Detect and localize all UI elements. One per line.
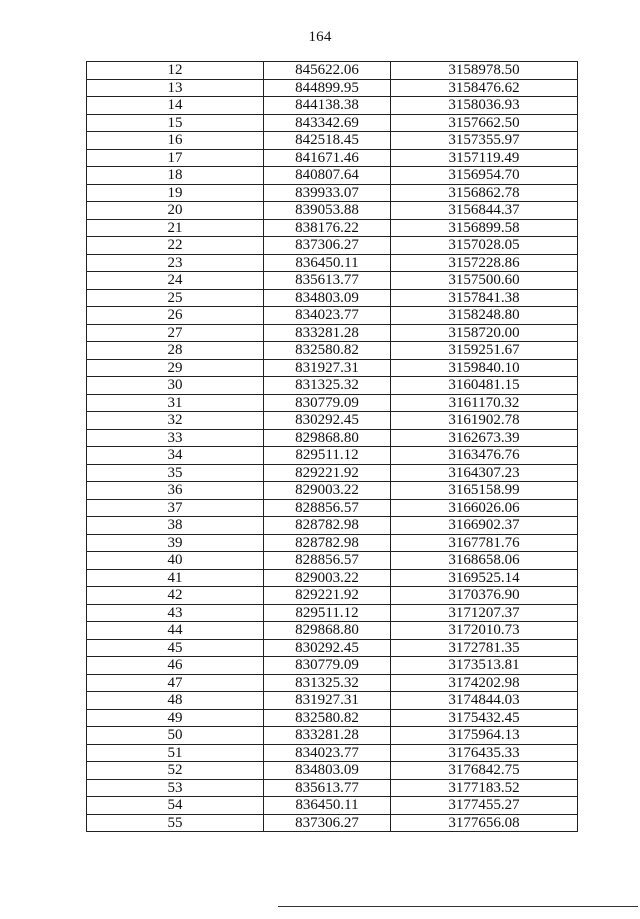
point-number-cell: 33 xyxy=(87,429,264,447)
table-row xyxy=(87,272,578,290)
x-coordinate-cell: 831325.32 xyxy=(264,377,391,395)
y-coordinate-cell: 3158978.50 xyxy=(391,62,578,80)
table-row xyxy=(87,359,578,377)
point-number-cell: 41 xyxy=(87,569,264,587)
x-coordinate-cell: 837306.27 xyxy=(264,237,391,255)
y-coordinate-cell: 3163476.76 xyxy=(391,447,578,465)
table-row xyxy=(87,429,578,447)
x-coordinate-cell: 829003.22 xyxy=(264,569,391,587)
y-coordinate-cell: 3158720.00 xyxy=(391,324,578,342)
table-row xyxy=(87,534,578,552)
x-coordinate-cell: 831927.31 xyxy=(264,359,391,377)
x-coordinate-cell: 830779.09 xyxy=(264,394,391,412)
point-number-cell: 43 xyxy=(87,604,264,622)
point-number-cell: 24 xyxy=(87,272,264,290)
table-row xyxy=(87,692,578,710)
point-number-cell: 49 xyxy=(87,709,264,727)
y-coordinate-cell: 3159840.10 xyxy=(391,359,578,377)
y-coordinate-cell: 3177183.52 xyxy=(391,779,578,797)
point-number-cell: 20 xyxy=(87,202,264,220)
y-coordinate-cell: 3159251.67 xyxy=(391,342,578,360)
table-row xyxy=(87,324,578,342)
x-coordinate-cell: 831325.32 xyxy=(264,674,391,692)
x-coordinate-cell: 839933.07 xyxy=(264,184,391,202)
x-coordinate-cell: 829868.80 xyxy=(264,429,391,447)
x-coordinate-cell: 829868.80 xyxy=(264,622,391,640)
x-coordinate-cell: 836450.11 xyxy=(264,254,391,272)
table-row xyxy=(87,674,578,692)
y-coordinate-cell: 3156844.37 xyxy=(391,202,578,220)
point-number-cell: 51 xyxy=(87,744,264,762)
x-coordinate-cell: 830292.45 xyxy=(264,639,391,657)
table-row xyxy=(87,184,578,202)
page-number: 164 xyxy=(308,29,332,45)
coordinates-table-body xyxy=(87,62,578,832)
y-coordinate-cell: 3170376.90 xyxy=(391,587,578,605)
table-row xyxy=(87,237,578,255)
point-number-cell: 22 xyxy=(87,237,264,255)
table-row xyxy=(87,744,578,762)
y-coordinate-cell: 3166026.06 xyxy=(391,499,578,517)
x-coordinate-cell: 833281.28 xyxy=(264,324,391,342)
x-coordinate-cell: 844138.38 xyxy=(264,97,391,115)
x-coordinate-cell: 828856.57 xyxy=(264,552,391,570)
point-number-cell: 47 xyxy=(87,674,264,692)
table-row xyxy=(87,569,578,587)
table-row xyxy=(87,289,578,307)
x-coordinate-cell: 828782.98 xyxy=(264,517,391,535)
point-number-cell: 32 xyxy=(87,412,264,430)
table-row xyxy=(87,394,578,412)
point-number-cell: 16 xyxy=(87,132,264,150)
table-row xyxy=(87,587,578,605)
point-number-cell: 50 xyxy=(87,727,264,745)
x-coordinate-cell: 834023.77 xyxy=(264,307,391,325)
y-coordinate-cell: 3173513.81 xyxy=(391,657,578,675)
y-coordinate-cell: 3161170.32 xyxy=(391,394,578,412)
coordinates-table xyxy=(86,61,578,832)
y-coordinate-cell: 3168658.06 xyxy=(391,552,578,570)
y-coordinate-cell: 3164307.23 xyxy=(391,464,578,482)
table-row xyxy=(87,517,578,535)
x-coordinate-cell: 832580.82 xyxy=(264,709,391,727)
footer-rule xyxy=(278,906,638,907)
point-number-cell: 28 xyxy=(87,342,264,360)
point-number-cell: 42 xyxy=(87,587,264,605)
x-coordinate-cell: 841671.46 xyxy=(264,149,391,167)
x-coordinate-cell: 838176.22 xyxy=(264,219,391,237)
point-number-cell: 17 xyxy=(87,149,264,167)
point-number-cell: 15 xyxy=(87,114,264,132)
x-coordinate-cell: 829221.92 xyxy=(264,464,391,482)
point-number-cell: 39 xyxy=(87,534,264,552)
y-coordinate-cell: 3157355.97 xyxy=(391,132,578,150)
x-coordinate-cell: 830779.09 xyxy=(264,657,391,675)
table-row xyxy=(87,762,578,780)
x-coordinate-cell: 837306.27 xyxy=(264,814,391,832)
x-coordinate-cell: 829003.22 xyxy=(264,482,391,500)
point-number-cell: 54 xyxy=(87,797,264,815)
y-coordinate-cell: 3175432.45 xyxy=(391,709,578,727)
table-row xyxy=(87,254,578,272)
x-coordinate-cell: 845622.06 xyxy=(264,62,391,80)
table-row xyxy=(87,639,578,657)
table-row xyxy=(87,552,578,570)
y-coordinate-cell: 3166902.37 xyxy=(391,517,578,535)
table-row xyxy=(87,342,578,360)
y-coordinate-cell: 3174202.98 xyxy=(391,674,578,692)
x-coordinate-cell: 834803.09 xyxy=(264,762,391,780)
table-row xyxy=(87,447,578,465)
table-row xyxy=(87,132,578,150)
y-coordinate-cell: 3160481.15 xyxy=(391,377,578,395)
point-number-cell: 23 xyxy=(87,254,264,272)
y-coordinate-cell: 3158248.80 xyxy=(391,307,578,325)
table-row xyxy=(87,412,578,430)
y-coordinate-cell: 3158036.93 xyxy=(391,97,578,115)
y-coordinate-cell: 3157500.60 xyxy=(391,272,578,290)
y-coordinate-cell: 3176842.75 xyxy=(391,762,578,780)
table-row xyxy=(87,499,578,517)
table-row xyxy=(87,202,578,220)
y-coordinate-cell: 3172010.73 xyxy=(391,622,578,640)
x-coordinate-cell: 836450.11 xyxy=(264,797,391,815)
table-row xyxy=(87,79,578,97)
point-number-cell: 12 xyxy=(87,62,264,80)
y-coordinate-cell: 3156899.58 xyxy=(391,219,578,237)
x-coordinate-cell: 833281.28 xyxy=(264,727,391,745)
point-number-cell: 18 xyxy=(87,167,264,185)
y-coordinate-cell: 3157119.49 xyxy=(391,149,578,167)
table-row xyxy=(87,114,578,132)
y-coordinate-cell: 3167781.76 xyxy=(391,534,578,552)
y-coordinate-cell: 3169525.14 xyxy=(391,569,578,587)
table-row xyxy=(87,377,578,395)
point-number-cell: 27 xyxy=(87,324,264,342)
point-number-cell: 25 xyxy=(87,289,264,307)
x-coordinate-cell: 831927.31 xyxy=(264,692,391,710)
table-row xyxy=(87,779,578,797)
y-coordinate-cell: 3177455.27 xyxy=(391,797,578,815)
point-number-cell: 55 xyxy=(87,814,264,832)
x-coordinate-cell: 842518.45 xyxy=(264,132,391,150)
x-coordinate-cell: 844899.95 xyxy=(264,79,391,97)
y-coordinate-cell: 3162673.39 xyxy=(391,429,578,447)
x-coordinate-cell: 843342.69 xyxy=(264,114,391,132)
table-row xyxy=(87,814,578,832)
point-number-cell: 37 xyxy=(87,499,264,517)
x-coordinate-cell: 835613.77 xyxy=(264,779,391,797)
point-number-cell: 46 xyxy=(87,657,264,675)
point-number-cell: 31 xyxy=(87,394,264,412)
y-coordinate-cell: 3156954.70 xyxy=(391,167,578,185)
x-coordinate-cell: 835613.77 xyxy=(264,272,391,290)
table-row xyxy=(87,97,578,115)
x-coordinate-cell: 839053.88 xyxy=(264,202,391,220)
y-coordinate-cell: 3174844.03 xyxy=(391,692,578,710)
y-coordinate-cell: 3165158.99 xyxy=(391,482,578,500)
point-number-cell: 26 xyxy=(87,307,264,325)
table-row xyxy=(87,307,578,325)
point-number-cell: 53 xyxy=(87,779,264,797)
point-number-cell: 19 xyxy=(87,184,264,202)
x-coordinate-cell: 830292.45 xyxy=(264,412,391,430)
table-row xyxy=(87,167,578,185)
point-number-cell: 52 xyxy=(87,762,264,780)
x-coordinate-cell: 829221.92 xyxy=(264,587,391,605)
x-coordinate-cell: 828856.57 xyxy=(264,499,391,517)
table-row xyxy=(87,482,578,500)
table-row xyxy=(87,797,578,815)
x-coordinate-cell: 829511.12 xyxy=(264,604,391,622)
table-row xyxy=(87,62,578,80)
point-number-cell: 30 xyxy=(87,377,264,395)
point-number-cell: 48 xyxy=(87,692,264,710)
point-number-cell: 29 xyxy=(87,359,264,377)
y-coordinate-cell: 3157841.38 xyxy=(391,289,578,307)
x-coordinate-cell: 834023.77 xyxy=(264,744,391,762)
table-row xyxy=(87,727,578,745)
y-coordinate-cell: 3157028.05 xyxy=(391,237,578,255)
table-row xyxy=(87,657,578,675)
x-coordinate-cell: 834803.09 xyxy=(264,289,391,307)
table-row xyxy=(87,709,578,727)
y-coordinate-cell: 3177656.08 xyxy=(391,814,578,832)
y-coordinate-cell: 3158476.62 xyxy=(391,79,578,97)
table-row xyxy=(87,622,578,640)
x-coordinate-cell: 829511.12 xyxy=(264,447,391,465)
y-coordinate-cell: 3172781.35 xyxy=(391,639,578,657)
x-coordinate-cell: 828782.98 xyxy=(264,534,391,552)
y-coordinate-cell: 3157228.86 xyxy=(391,254,578,272)
table-row xyxy=(87,149,578,167)
y-coordinate-cell: 3171207.37 xyxy=(391,604,578,622)
point-number-cell: 45 xyxy=(87,639,264,657)
y-coordinate-cell: 3156862.78 xyxy=(391,184,578,202)
point-number-cell: 35 xyxy=(87,464,264,482)
y-coordinate-cell: 3157662.50 xyxy=(391,114,578,132)
point-number-cell: 21 xyxy=(87,219,264,237)
table-row xyxy=(87,219,578,237)
point-number-cell: 34 xyxy=(87,447,264,465)
point-number-cell: 36 xyxy=(87,482,264,500)
x-coordinate-cell: 832580.82 xyxy=(264,342,391,360)
point-number-cell: 44 xyxy=(87,622,264,640)
point-number-cell: 13 xyxy=(87,79,264,97)
table-row xyxy=(87,604,578,622)
x-coordinate-cell: 840807.64 xyxy=(264,167,391,185)
y-coordinate-cell: 3161902.78 xyxy=(391,412,578,430)
y-coordinate-cell: 3175964.13 xyxy=(391,727,578,745)
point-number-cell: 38 xyxy=(87,517,264,535)
table-row xyxy=(87,464,578,482)
point-number-cell: 40 xyxy=(87,552,264,570)
point-number-cell: 14 xyxy=(87,97,264,115)
y-coordinate-cell: 3176435.33 xyxy=(391,744,578,762)
